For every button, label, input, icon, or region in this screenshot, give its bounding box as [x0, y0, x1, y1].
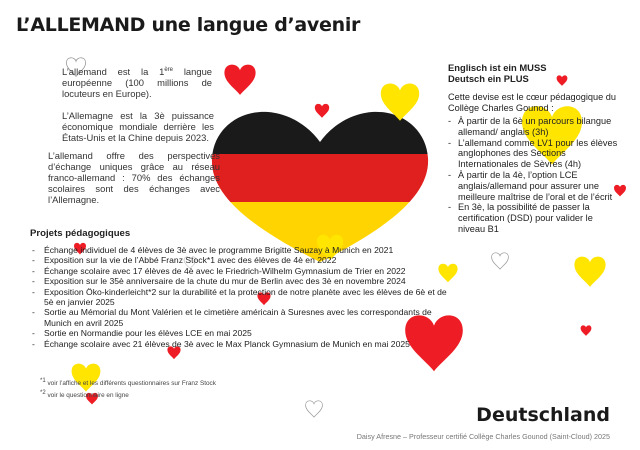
list-item: - L’allemand comme LV1 pour les élèves anglophones des Sections Internationales de Sèvres (4h): [448, 138, 618, 170]
heart-yellow: [574, 257, 605, 287]
heart-outline: [492, 253, 509, 269]
heart-red: [581, 325, 592, 335]
heart-red: [224, 65, 255, 95]
footnote-marker: *2: [40, 389, 46, 396]
list-item: - En 3è, la possibilité de passer la certification (DSD) pour valider le niveau B1: [448, 202, 618, 234]
motto-intro: Cette devise est le cœur pédagogique du Collège Charles Gounod :: [448, 92, 617, 113]
heart-outline: [306, 401, 323, 417]
list-item: - Exposition sur le 35è anniversaire de la chute du mur de Berlin avec des 3è en novembre 2024: [32, 276, 452, 286]
footnote-1: [40, 377, 216, 387]
superscript: ère: [164, 66, 174, 73]
footnote-text: voir le questionnaire en ligne: [47, 392, 129, 399]
page-title: L’ALLEMAND une langue d’avenir: [16, 14, 361, 36]
intro-text: L’allemand est la 1: [62, 66, 165, 77]
footnote-2: [40, 389, 129, 399]
motto-line-1: Englisch ist ein MUSS: [448, 62, 547, 73]
projects-list: [32, 245, 452, 349]
list-item: - À partir de la 6è un parcours bilangue allemand/ anglais (3h): [448, 116, 618, 138]
list-item: - Sortie en Normandie pour les élèves LCE en mai 2025: [32, 328, 452, 338]
brand-wordmark: Deutschland: [476, 404, 610, 426]
motto-heading: [448, 62, 546, 84]
heart-yellow: [72, 364, 101, 392]
list-item: - À partir de la 4è, l’option LCE anglais/allemand pour assurer une meilleure maîtrise de l’oral et de l’écrit: [448, 170, 618, 202]
list-item: - Exposition Öko-kinderleicht*2 sur la durabilité et la protection de notre planète avec les élèves de 6è et de 5è en janvier 2025: [32, 287, 452, 308]
footnote-marker: *1: [40, 377, 46, 384]
curriculum-list: [448, 116, 618, 235]
motto-line-2: Deutsch ein PLUS: [448, 73, 529, 84]
intro-text: langue européenne (100 millions de locuteurs en Europe).: [62, 66, 212, 99]
intro-paragraph-2: L’Allemagne est la 3è puissance économique mondiale derrière les États-Unis et la Chine depuis 2023.: [62, 110, 214, 143]
heart-red: [315, 104, 329, 118]
list-item: - Échange scolaire avec 21 élèves de 3è avec le Max Planck Gymnasium de Munich en mai 2025: [32, 339, 452, 349]
credit-line: Daisy Afresne – Professeur certifié Collège Charles Gounod (Saint-Cloud) 2025: [356, 432, 610, 441]
intro-paragraph-1: [62, 66, 212, 99]
footnote-text: voir l’affiche et les différents questionnaires sur Franz Stock: [47, 380, 216, 387]
list-item: - Sortie au Mémorial du Mont Valérien et le cimetière américain à Suresnes avec les correspondants de Munich en avril 2025: [32, 307, 452, 328]
list-item: - Échange scolaire avec 17 élèves de 4è avec le Friedrich-Wilhelm Gymnasium de Trier en 2022: [32, 266, 452, 276]
list-item: - Exposition sur la vie de l’Abbé Franz Stock*1 avec des élèves de 4è en 2022: [32, 255, 452, 265]
projects-heading: Projets pédagogiques: [30, 228, 131, 239]
list-item: - Échange individuel de 4 élèves de 3è avec le programme Brigitte Sauzay à Munich en 2021: [32, 245, 452, 255]
intro-paragraph-3: L’allemand offre des perspectives d’échange uniques grâce au réseau franco-allemand : 70% des échanges scolaires sont des échanges avec l’Allemagne.: [48, 150, 220, 205]
heart-red: [557, 75, 568, 85]
